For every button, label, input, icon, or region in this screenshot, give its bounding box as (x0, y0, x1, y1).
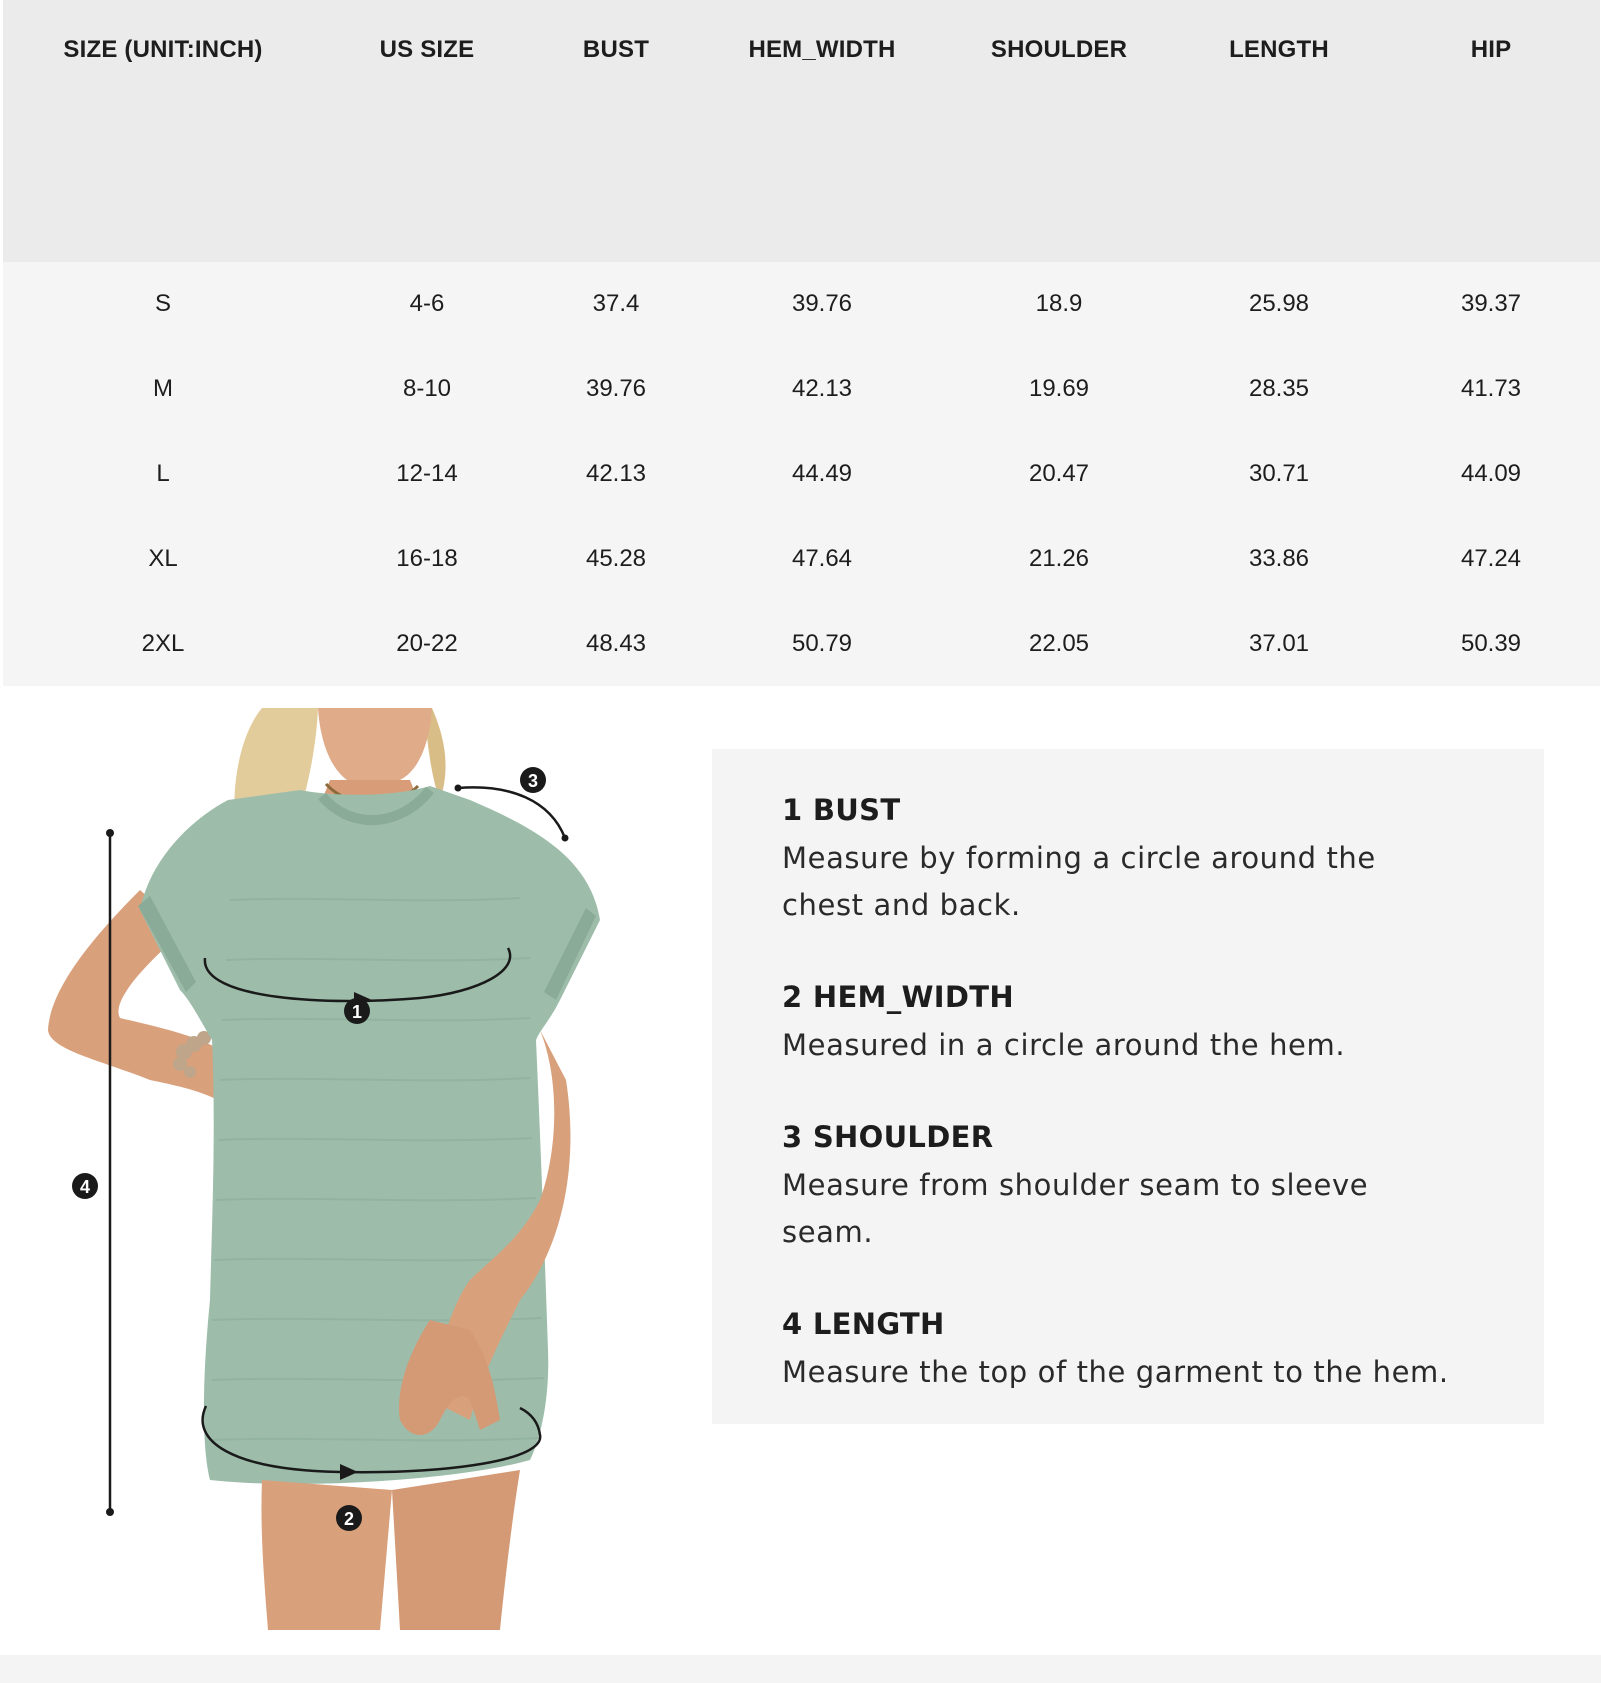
cell-shoulder: 18.9 (1035, 290, 1083, 317)
cell-hip: 41.73 (1460, 375, 1522, 402)
guide-item-shoulder (782, 1120, 1512, 1256)
length-bottom-dot (106, 1508, 114, 1516)
cell-bust: 48.43 (585, 630, 647, 657)
guide-description (782, 1162, 1512, 1256)
marker-4-label: 4 (79, 1177, 91, 1197)
guide-desc-line: Measured in a circle around the hem. (782, 1028, 1346, 1062)
cell-bust: 39.76 (585, 375, 647, 402)
model-illustration (0, 700, 640, 1630)
guide-description (782, 835, 1512, 929)
cell-hip: 50.39 (1460, 630, 1522, 657)
cell-hem-width: 44.49 (791, 460, 853, 487)
shoulder-start-dot (455, 785, 462, 792)
header-hip: HIP (1470, 36, 1512, 63)
header-shoulder: SHOULDER (990, 36, 1128, 63)
cell-shoulder: 21.26 (1028, 545, 1090, 572)
guide-desc-line: Measure by forming a circle around the (782, 841, 1376, 875)
dress-diagram (0, 700, 640, 1630)
table-row (3, 602, 1600, 687)
guide-description (782, 1349, 1512, 1396)
shoulder-end-dot (562, 835, 569, 842)
cell-size: S (154, 290, 172, 317)
guide-description (782, 1022, 1512, 1069)
guide-title: 2 HEM_WIDTH (782, 980, 1014, 1014)
legs-right-shape (392, 1470, 520, 1630)
cell-us-size: 4-6 (409, 290, 445, 317)
guide-item-bust (782, 793, 1512, 929)
guide-title: 3 SHOULDER (782, 1120, 994, 1154)
marker-1 (344, 998, 370, 1024)
cell-us-size: 16-18 (396, 545, 458, 572)
cell-hem-width: 42.13 (791, 375, 853, 402)
cell-length: 33.86 (1248, 545, 1310, 572)
header-us-size: US SIZE (379, 36, 475, 63)
guide-title: 4 LENGTH (782, 1307, 945, 1341)
cell-hip: 39.37 (1460, 290, 1522, 317)
header-size: SIZE (UNIT:INCH) (63, 36, 263, 63)
cell-us-size: 12-14 (396, 460, 458, 487)
cell-hem-width: 39.76 (791, 290, 853, 317)
measurement-guide (712, 749, 1544, 1424)
cell-length: 28.35 (1248, 375, 1310, 402)
guide-item-hem-width (782, 980, 1512, 1069)
guide-desc-line: seam. (782, 1215, 874, 1249)
cell-shoulder: 22.05 (1028, 630, 1090, 657)
marker-1-label: 1 (351, 1002, 363, 1022)
size-table (3, 0, 1600, 686)
face-shape (318, 708, 432, 782)
table-row (3, 517, 1600, 602)
header-length: LENGTH (1229, 36, 1329, 63)
guide-desc-line: Measure the top of the garment to the hem. (782, 1355, 1449, 1389)
guide-item-length (782, 1307, 1512, 1396)
cell-size: M (153, 375, 173, 402)
cell-bust: 45.28 (585, 545, 647, 572)
cell-size: XL (148, 545, 178, 572)
guide-title: 1 BUST (782, 793, 901, 827)
guide-desc-line: chest and back. (782, 888, 1021, 922)
marker-3-label: 3 (527, 771, 539, 791)
table-row (3, 432, 1600, 517)
cell-length: 30.71 (1248, 460, 1310, 487)
cell-bust: 42.13 (585, 460, 647, 487)
cell-size: L (156, 460, 170, 487)
cell-length: 25.98 (1248, 290, 1310, 317)
table-row (3, 262, 1600, 347)
length-top-dot (106, 829, 114, 837)
table-row (3, 347, 1600, 432)
guide-desc-line: Measure from shoulder seam to sleeve (782, 1168, 1369, 1202)
cell-hip: 44.09 (1460, 460, 1522, 487)
cell-hip: 47.24 (1460, 545, 1522, 572)
cell-us-size: 20-22 (396, 630, 458, 657)
cell-length: 37.01 (1248, 630, 1310, 657)
cell-shoulder: 19.69 (1028, 375, 1090, 402)
legs-shape (261, 1480, 392, 1630)
header-hem-width: HEM_WIDTH (748, 36, 896, 63)
cell-bust: 37.4 (592, 290, 640, 317)
marker-2-label: 2 (343, 1509, 355, 1529)
cell-us-size: 8-10 (402, 375, 452, 402)
marker-4 (72, 1173, 98, 1199)
cell-hem-width: 47.64 (791, 545, 853, 572)
cell-hem-width: 50.79 (791, 630, 853, 657)
marker-2 (336, 1505, 362, 1531)
table-header (3, 0, 1600, 262)
header-bust: BUST (582, 36, 650, 63)
cell-shoulder: 20.47 (1028, 460, 1090, 487)
cell-size: 2XL (141, 630, 185, 657)
bottom-strip (0, 1655, 1601, 1683)
marker-3 (520, 767, 546, 793)
